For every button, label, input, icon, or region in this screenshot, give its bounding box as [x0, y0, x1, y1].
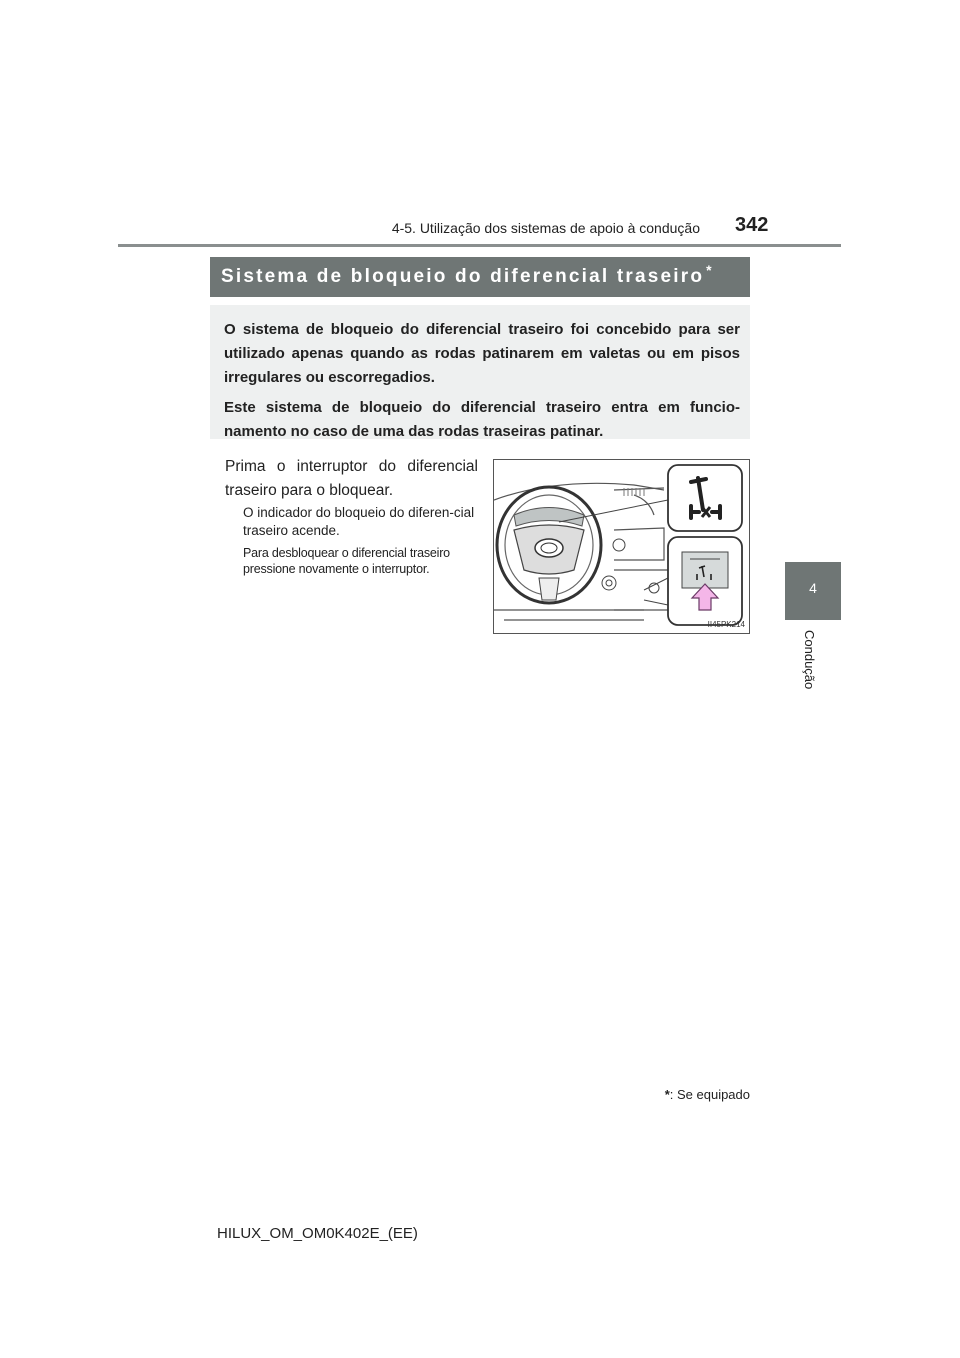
instrument-cluster	[514, 508, 584, 527]
steering-wheel-icon	[497, 487, 601, 603]
footnote-text: : Se equipado	[669, 1087, 750, 1102]
section-title	[210, 257, 750, 297]
footnote	[600, 1087, 750, 1102]
instruction-note-1: O indicador do bloqueio do diferen-cial traseiro acende.	[243, 505, 475, 538]
intro-paragraph-2: Este sistema de bloqueio do diferencial traseiro entra em funcio-namento no caso de uma das rodas traseiras patinar.	[224, 399, 740, 440]
instruction-main: Prima o interruptor do diferencial traseiro para o bloquear.	[225, 458, 478, 499]
section-title-text: Sistema de bloqueio do diferencial traseiro	[221, 266, 705, 287]
footnote-asterisk-mark: *	[664, 1087, 670, 1102]
intro-paragraph-1: O sistema de bloqueio do diferencial traseiro foi concebido para ser utilizado apenas quando as rodas patinarem em valetas ou em pisos irregulares ou escorregadios.	[224, 321, 740, 386]
figure-code: II45PK214	[707, 620, 745, 629]
instruction-note-2: Para desbloquear o diferencial traseiro pressione novamente o interruptor.	[243, 546, 450, 576]
dashboard-illustration	[493, 459, 750, 634]
footer-document-code: HILUX_OM_OM0K402E_(EE)	[217, 1225, 418, 1242]
dashboard-drawing	[494, 460, 749, 633]
header-divider	[118, 244, 841, 247]
equipped-asterisk-mark: *	[706, 261, 712, 278]
chapter-number: 4	[809, 580, 817, 596]
chapter-tab	[785, 562, 841, 620]
page-number: 342	[735, 214, 769, 236]
chapter-label: Condução	[802, 630, 817, 690]
rear-diff-lock-switch-icon	[668, 537, 742, 625]
running-header-section: 4-5. Utilização dos sistemas de apoio à condução	[391, 220, 700, 236]
rear-diff-lock-indicator-icon	[668, 465, 742, 531]
intro-box	[210, 305, 750, 439]
control-knobs	[602, 539, 659, 593]
